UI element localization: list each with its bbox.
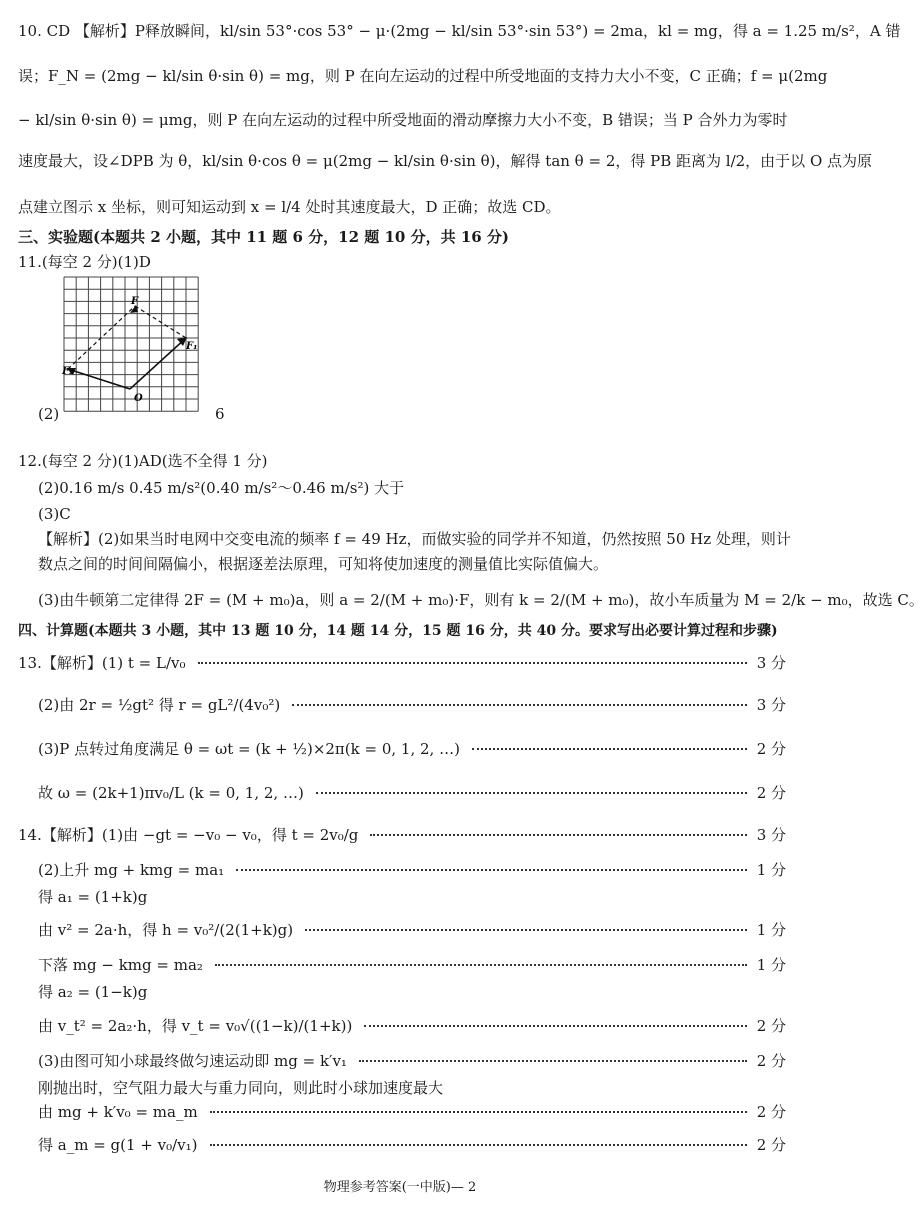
q14-step-1	[18, 820, 786, 848]
q10-line-2: 误；F_N = (2mg − kl/sin θ·sin θ) = mg，则 P 在向左运动的过程中所受地面的支持力大小不变，C 正确；f = μ(2mg	[18, 67, 828, 85]
step-text: (3)P 点转过角度满足 θ = ωt = (k + ½)×2π(k = 0, 1, 2, …)	[38, 739, 460, 758]
q13-step-3	[38, 734, 786, 762]
step-text: 由 mg + k′v₀ = ma_m	[38, 1102, 198, 1121]
q10-line-1: 10. CD 【解析】P释放瞬间，kl/sin 53°·cos 53° − μ·(2mg − kl/sin 53°·sin 53°) = 2ma，kl = mg，得 a = 1.25 m/s²，A 错	[18, 22, 901, 40]
step-text: 得 a_m = g(1 + v₀/v₁)	[38, 1135, 198, 1154]
section-4-heading: 四、计算题(本题共 3 小题，其中 13 题 10 分，14 题 14 分，15 题 16 分，共 40 分。要求写出必要计算过程和步骤)	[18, 623, 778, 639]
q13-step-4	[38, 778, 786, 806]
leader-dots	[292, 703, 746, 706]
q12-line-6: (3)由牛顿第二定律得 2F = (M + m₀)a，则 a = 2/(M + m₀)·F，则有 k = 2/(M + m₀)，故小车质量为 M = 2/k − m₀，故选 C。	[38, 591, 924, 609]
step-text: 故 ω = (2k+1)πv₀/L (k = 0, 1, 2, …)	[38, 783, 304, 802]
step-score: 3 分	[756, 653, 786, 672]
label-F2: F₂	[62, 366, 74, 377]
step-score: 3 分	[756, 825, 786, 844]
step-score: 1 分	[756, 860, 786, 879]
q14-step-6	[38, 977, 786, 1005]
step-score: 2 分	[756, 1051, 786, 1070]
step-score: 2 分	[756, 1102, 786, 1121]
leader-dots	[472, 747, 747, 750]
q14-step-5	[38, 950, 786, 978]
step-score: 2 分	[756, 739, 786, 758]
leader-dots	[370, 833, 746, 836]
q10-line-3: − kl/sin θ·sin θ) = μmg，则 P 在向左运动的过程中所受地面的滑动摩擦力大小不变，B 错误；当 P 合外力为零时	[18, 111, 788, 129]
q10-line-4: 速度最大，设∠DPB 为 θ，kl/sin θ·cos θ = μ(2mg − kl/sin θ·sin θ)，解得 tan θ = 2，得 PB 距离为 l/2，由于以 O 点为原	[18, 152, 873, 170]
q10-line-5: 点建立图示 x 坐标，则可知运动到 x = l/4 处时其速度最大，D 正确；故选 CD。	[18, 198, 561, 216]
q14-step-7	[38, 1011, 786, 1039]
q13-step-2	[38, 690, 786, 718]
step-score: 2 分	[756, 1135, 786, 1154]
q14-step-10	[38, 1097, 786, 1125]
q12-line-3: (3)C	[38, 505, 71, 523]
step-score: 1 分	[756, 955, 786, 974]
step-text: 14.【解析】(1)由 −gt = −v₀ − v₀，得 t = 2v₀/g	[18, 825, 359, 844]
leader-dots	[198, 661, 747, 664]
q14-step-3	[38, 882, 786, 910]
q11-line-1: 11.(每空 2 分)(1)D	[18, 253, 151, 271]
step-text: (2)上升 mg + kmg = ma₁	[38, 860, 225, 879]
label-O: O	[134, 393, 143, 404]
leader-dots	[215, 963, 747, 966]
label-F1: F₁	[186, 341, 198, 352]
leader-dots	[210, 1143, 747, 1146]
q11-part2-prefix: (2)	[38, 405, 60, 423]
step-text: 由 v_t² = 2a₂·h，得 v_t = v₀√((1−k)/(1+k))	[38, 1016, 353, 1035]
step-text: 下落 mg − kmg = ma₂	[38, 955, 203, 974]
step-text: 刚抛出时，空气阻力最大与重力同向，则此时小球加速度最大	[38, 1078, 444, 1097]
q12-line-5: 数点之间的时间间隔偏小，根据逐差法原理，可知将使加速度的测量值比实际值偏大。	[38, 555, 609, 573]
leader-dots	[236, 868, 747, 871]
q13-step-1	[18, 648, 786, 676]
step-text: 得 a₂ = (1−k)g	[38, 982, 148, 1001]
label-F: F	[131, 296, 139, 307]
step-text: 得 a₁ = (1+k)g	[38, 887, 148, 906]
leader-dots	[210, 1110, 747, 1113]
leader-dots	[305, 928, 747, 931]
leader-dots	[316, 791, 747, 794]
q12-line-1: 12.(每空 2 分)(1)AD(选不全得 1 分)	[18, 452, 268, 470]
q11-part3-answer: 6	[215, 405, 225, 423]
page-footer: 物理参考答案(一中版)— 2	[323, 1180, 477, 1195]
step-text: 由 v² = 2a·h，得 h = v₀²/(2(1+k)g)	[38, 920, 294, 939]
q12-line-2: (2)0.16 m/s 0.45 m/s²(0.40 m/s²～0.46 m/s²) 大于	[38, 479, 405, 497]
section-3-heading: 三、实验题(本题共 2 小题，其中 11 题 6 分，12 题 10 分，共 16 分)	[18, 228, 510, 246]
q14-step-8	[38, 1046, 786, 1074]
step-text: (2)由 2r = ½gt² 得 r = gL²/(4v₀²)	[38, 695, 281, 714]
q14-step-2	[38, 855, 786, 883]
step-text: 13.【解析】(1) t = L/v₀	[18, 653, 186, 672]
step-score: 2 分	[756, 1016, 786, 1035]
q14-step-4	[38, 915, 786, 943]
step-text: (3)由图可知小球最终做匀速运动即 mg = k′v₁	[38, 1051, 347, 1070]
q12-line-4: 【解析】(2)如果当时电网中交变电流的频率 f = 49 Hz，而做实验的同学并不知道，仍然按照 50 Hz 处理，则计	[38, 530, 791, 548]
q14-step-11	[38, 1130, 786, 1158]
leader-dots	[359, 1059, 747, 1062]
step-score: 2 分	[756, 783, 786, 802]
step-score: 3 分	[756, 695, 786, 714]
step-score: 1 分	[756, 920, 786, 939]
leader-dots	[364, 1024, 746, 1027]
